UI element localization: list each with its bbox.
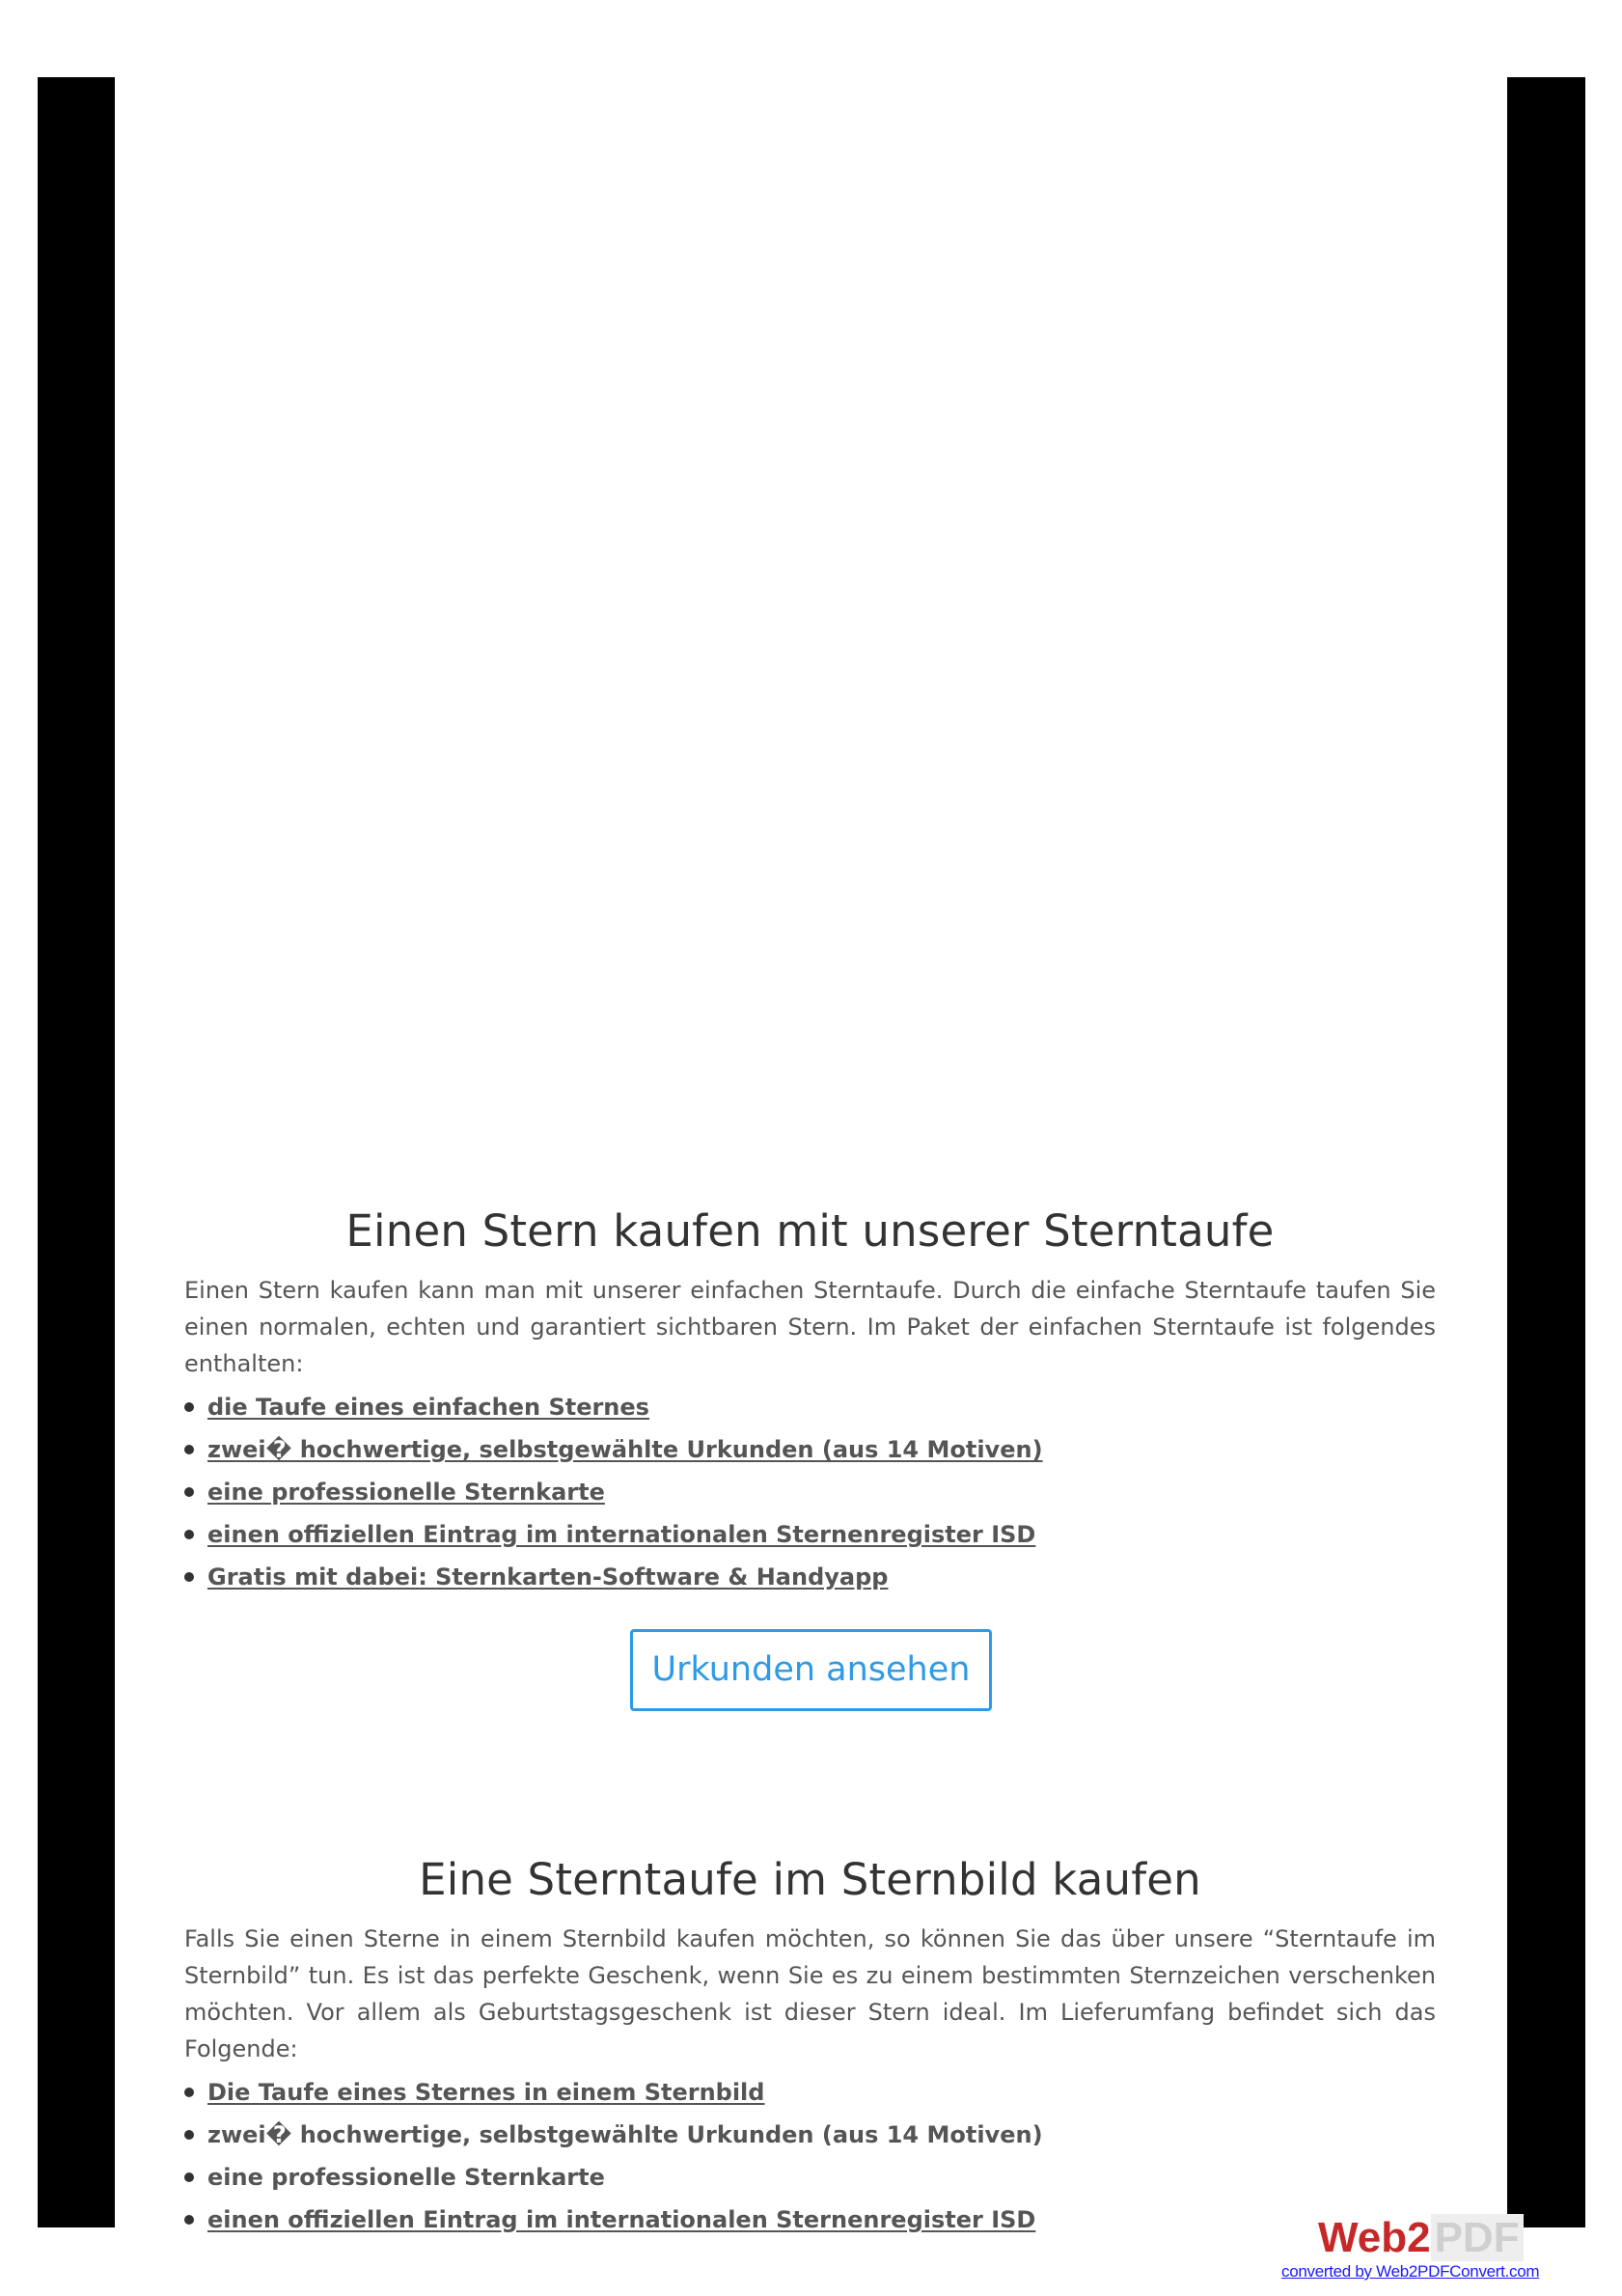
section-intro: Einen Stern kaufen kann man mit unserer einfachen Sterntaufe. Durch die einfache Sterntaufe taufen Sie einen normalen, echten und garantiert sichtbaren Stern. Im Paket der einfachen Sterntaufe ist folgendes enthalten: — [184, 1277, 1436, 1377]
feature-text: eine professionelle Sternkarte — [207, 2164, 605, 2191]
web2pdf-logo — [1318, 2216, 1530, 2260]
list-item[interactable] — [184, 2071, 1436, 2114]
web2pdf-link[interactable]: converted by Web2PDFConvert.com — [1281, 2262, 1540, 2281]
list-item[interactable] — [184, 1386, 1436, 1428]
list-item[interactable] — [184, 1513, 1436, 1556]
feature-link[interactable]: einen offiziellen Eintrag im internationalen Sternenregister ISD — [207, 2206, 1036, 2233]
list-item[interactable] — [184, 1471, 1436, 1513]
left-black-bar — [38, 77, 115, 2227]
logo-part-pdf: PDF — [1431, 2214, 1524, 2261]
urkunden-ansehen-button[interactable]: Urkunden ansehen — [630, 1629, 992, 1711]
feature-list — [184, 1386, 1436, 1598]
feature-text: zwei� hochwertige, selbstgewählte Urkunden (aus 14 Motiven) — [207, 2121, 1043, 2148]
cta-container — [630, 1629, 992, 1711]
right-black-bar — [1507, 77, 1585, 2227]
section-heading: Einen Stern kaufen mit unserer Sterntaufe — [345, 1205, 1275, 1257]
feature-link[interactable]: einen offiziellen Eintrag im internationalen Sternenregister ISD — [207, 1521, 1036, 1548]
logo-part-web2: Web2 — [1318, 2214, 1431, 2261]
feature-link[interactable]: Die Taufe eines Sternes in einem Sternbild — [207, 2079, 765, 2106]
feature-link[interactable]: eine professionelle Sternkarte — [207, 1479, 605, 1506]
web2pdf-watermark[interactable] — [1264, 2216, 1582, 2283]
list-item[interactable] — [184, 1556, 1436, 1598]
list-item[interactable] — [184, 1428, 1436, 1471]
list-item — [184, 2156, 1436, 2199]
feature-link[interactable]: die Taufe eines einfachen Sternes — [207, 1394, 649, 1421]
section-sternbild-kaufen — [184, 1845, 1436, 2241]
section-stern-kaufen — [184, 1197, 1436, 1598]
feature-link[interactable]: zwei� hochwertige, selbstgewählte Urkunden (aus 14 Motiven) — [207, 1436, 1043, 1463]
feature-link[interactable]: Gratis mit dabei: Sternkarten-Software & Handyapp — [207, 1563, 889, 1591]
feature-list — [184, 2071, 1436, 2241]
list-item[interactable] — [184, 2199, 1436, 2241]
list-item — [184, 2114, 1436, 2156]
section-intro: Falls Sie einen Sterne in einem Sternbild kaufen möchten, so können Sie das über unsere “Sterntaufe im Sternbild” tun. Es ist das perfekte Geschenk, wenn Sie es zu einem bestimmten Sternzeichen verschenken möchten. Vor allem als Geburtstagsgeschenk ist dieser Stern ideal. Im Lieferumfang befindet sich das Folgende: — [184, 1925, 1436, 2062]
section-heading: Eine Sterntaufe im Sternbild kaufen — [419, 1854, 1201, 1905]
